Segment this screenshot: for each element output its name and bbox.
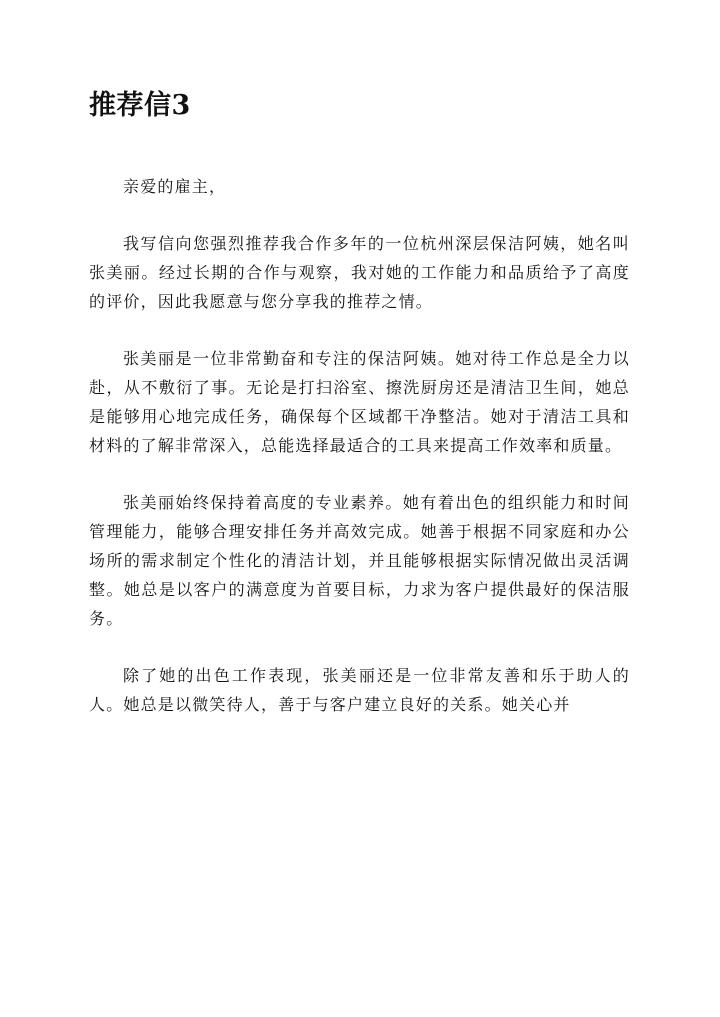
body-paragraph: 张美丽始终保持着高度的专业素养。她有着出色的组织能力和时间管理能力，能够合理安排任务并高效完成。她善于根据不同家庭和办公场所的需求制定个性化的清洁计划，并且能够根据实际情况做出灵活调整。她总是以客户的满意度为首要目标，力求为客户提供最好的保洁服务。 bbox=[89, 493, 630, 628]
document-body bbox=[89, 172, 630, 719]
salutation-paragraph: 亲爱的雇主， bbox=[123, 177, 227, 196]
body-paragraph: 张美丽是一位非常勤奋和专注的保洁阿姨。她对待工作总是全力以赴，从不敷衍了事。无论是打扫浴室、擦洗厨房还是清洁卫生间，她总是能够用心地完成任务，确保每个区域都干净整洁。她对于清洁工具和材料的了解非常深入，总能选择最适合的工具来提高工作效率和质量。 bbox=[89, 349, 630, 455]
body-paragraph: 除了她的出色工作表现，张美丽还是一位非常友善和乐于助人的人。她总是以微笑待人，善于与客户建立良好的关系。她关心并 bbox=[89, 666, 630, 714]
document-title: 推荐信3 bbox=[89, 90, 191, 121]
body-paragraph: 我写信向您强烈推荐我合作多年的一位杭州深层保洁阿姨，她名叫张美丽。经过长期的合作与观察，我对她的工作能力和品质给予了高度的评价，因此我愿意与您分享我的推荐之情。 bbox=[89, 234, 630, 311]
